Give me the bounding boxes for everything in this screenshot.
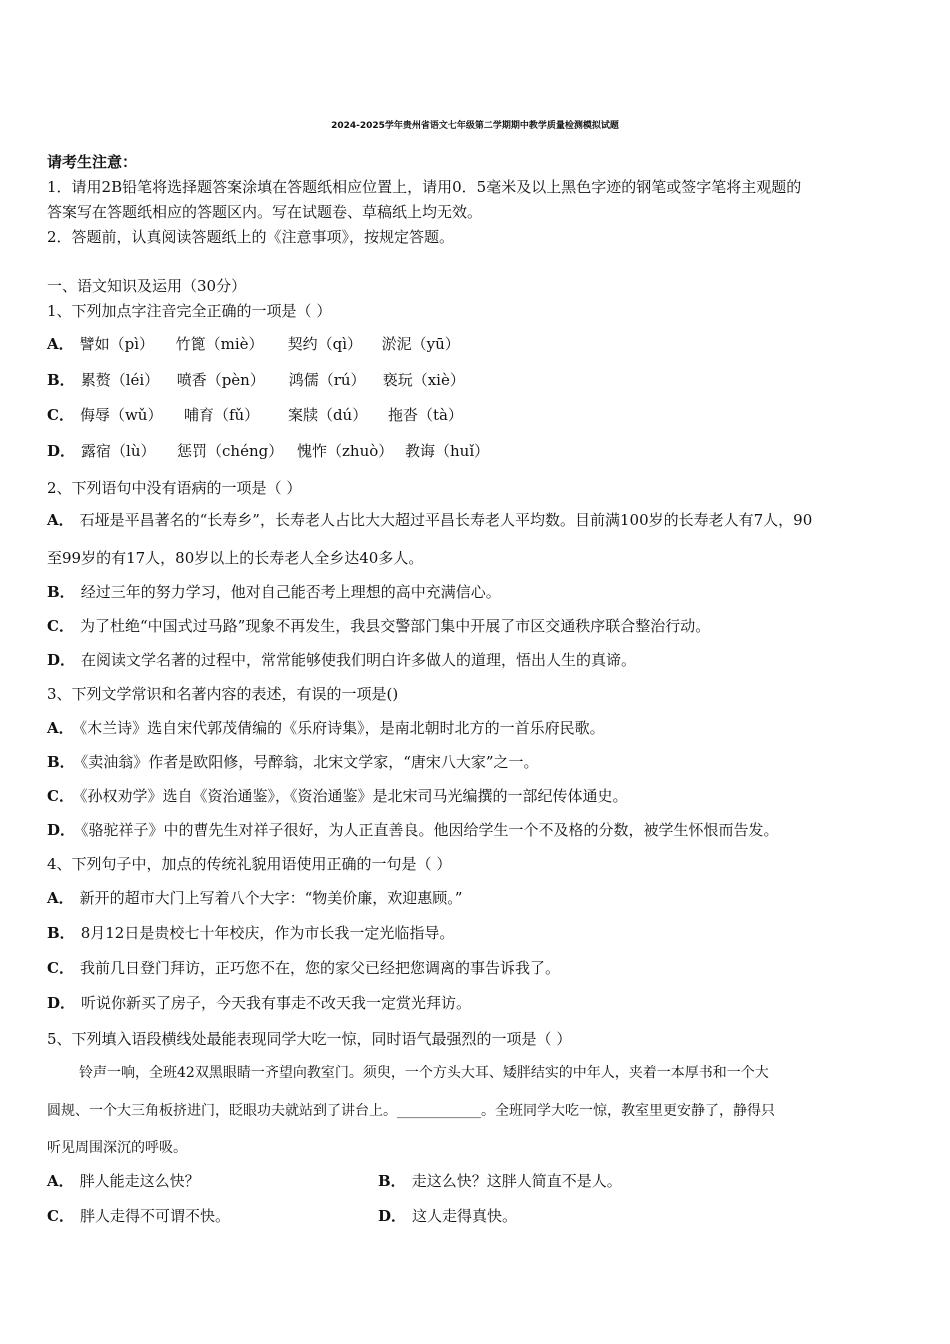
answer-option xyxy=(378,1171,622,1191)
option-item: 淤泥（yū） xyxy=(381,335,460,353)
answer-option: D． 在阅读文学名著的过程中，常常能够使我们明白许多做人的道理，悟出人生的真谛。 xyxy=(47,651,637,669)
option-text: 《孙权劝学》选自《资治通鉴》，《资治通鉴》是北宋司马光编撰的一部纪传体通史。 xyxy=(79,787,628,805)
notice-line: 2．答题前，认真阅读答题纸上的《注意事项》，按规定答题。 xyxy=(47,228,455,246)
answer-option: D． 听说你新买了房子，今天我有事走不改天我一定赏光拜访。 xyxy=(47,994,472,1012)
option-text: 8月12日是贵校七十年校庆，作为市长我一定光临指导。 xyxy=(80,924,455,942)
answer-option: C． 我前几日登门拜访，正巧您不在，您的家父已经把您调离的事告诉我了。 xyxy=(47,959,560,977)
answer-option xyxy=(47,1206,230,1226)
question-stem: 3、下列文学常识和名著内容的表述，有误的一项是() xyxy=(47,685,399,703)
answer-option: A． 新开的超市大门上写着八个大字：“物美价廉，欢迎惠顾。” xyxy=(47,889,463,907)
answer-option xyxy=(47,1171,200,1191)
option-item: 露宿（lù） xyxy=(81,442,156,460)
option-text: 《骆驼祥子》中的曹先生对祥子很好，为人正直善良。他因给学生一个不及格的分数，被学生怀恨而告发。 xyxy=(81,821,779,839)
option-label: B． xyxy=(47,371,75,389)
option-text: 石垭是平昌著名的“长寿乡”，长寿老人占比大大超过平昌长寿老人平均数。目前满100岁的长寿老人有7人，90 xyxy=(79,511,813,529)
question-stem: 4、下列句子中，加点的传统礼貌用语使用正确的一句是（ ） xyxy=(47,855,452,873)
option-label: D． xyxy=(378,1207,407,1225)
question-stem: 5、下列填入语段横线处最能表现同学大吃一惊，同时语气最强烈的一项是（ ） xyxy=(47,1030,572,1048)
passage-line: 圆规、一个大三角板挤进门，眨眼功夫就站到了讲台上。____________。全班同学大吃一惊，教室里更安静了，静得只 xyxy=(47,1103,775,1119)
section-heading: 一、语文知识及运用（30分） xyxy=(47,277,247,295)
option-item: 哺育（fǔ） xyxy=(183,406,260,424)
passage-line: 听见周围深沉的呼吸。 xyxy=(47,1140,187,1156)
answer-option: B． 《卖油翁》作者是欧阳修，号醉翁，北宋文学家，“唐宋八大家”之一。 xyxy=(47,753,539,771)
answer-option: D． 《骆驼祥子》中的曹先生对祥子很好，为人正直善良。他因给学生一个不及格的分数，被学生怀恨而告发。 xyxy=(47,821,779,839)
answer-option: B． 经过三年的努力学习，他对自己能否考上理想的高中充满信心。 xyxy=(47,583,501,601)
option-label: B． xyxy=(378,1172,406,1190)
option-item: 惩罚（chéng） xyxy=(177,442,284,460)
option-text: 胖人走得不可谓不快。 xyxy=(79,1207,230,1225)
answer-option: B． 8月12日是贵校七十年校庆，作为市长我一定光临指导。 xyxy=(47,924,455,942)
option-item: 譬如（pì） xyxy=(79,335,155,353)
option-text: 《卖油翁》作者是欧阳修，号醉翁，北宋文学家，“唐宋八大家”之一。 xyxy=(80,753,539,771)
page-title: 2024-2025学年贵州省语文七年级第二学期期中教学质量检测模拟试题 xyxy=(331,121,619,131)
option-item: 累赘（léi） xyxy=(80,371,160,389)
option-text: 在阅读文学名著的过程中，常常能够使我们明白许多做人的道理，悟出人生的真谛。 xyxy=(81,651,637,669)
option-item: 竹篦（miè） xyxy=(175,335,264,353)
option-item: 案牍（dú） xyxy=(287,406,368,424)
option-text: 这人走得真快。 xyxy=(412,1207,518,1225)
option-row xyxy=(47,441,489,461)
option-text: 胖人能走这么快？ xyxy=(79,1172,200,1190)
option-text: 我前几日登门拜访，正巧您不在，您的家父已经把您调离的事告诉我了。 xyxy=(79,959,560,977)
option-item: 契约（qì） xyxy=(287,335,363,353)
option-text: 听说你新买了房子，今天我有事走不改天我一定赏光拜访。 xyxy=(81,994,472,1012)
option-label: C． xyxy=(47,406,74,424)
passage-line: 铃声一响，全班42双黑眼睛一齐望向教室门。须臾，一个方头大耳、矮胖结实的中年人，夹着一本厚书和一个大 xyxy=(79,1065,769,1081)
option-item: 喷香（pèn） xyxy=(176,371,265,389)
option-label: D． xyxy=(47,442,76,460)
option-item: 拖沓（tà） xyxy=(387,406,463,424)
question-stem: 1、下列加点字注音完全正确的一项是（ ） xyxy=(47,302,332,320)
answer-option: C． 《孙权劝学》选自《资治通鉴》，《资治通鉴》是北宋司马光编撰的一部纪传体通史。 xyxy=(47,787,628,805)
option-row xyxy=(47,405,463,425)
option-item: 教诲（huǐ） xyxy=(405,442,490,460)
answer-option xyxy=(378,1206,517,1226)
option-text: 新开的超市大门上写着八个大字：“物美价廉，欢迎惠顾。” xyxy=(79,889,463,907)
question-stem: 2、下列语句中没有语病的一项是（ ） xyxy=(47,479,302,497)
option-item: 亵玩（xiè） xyxy=(382,371,465,389)
option-text-continued: 至99岁的有17人，80岁以上的长寿老人全乡达40多人。 xyxy=(47,549,424,567)
notice-line: 答案写在答题纸相应的答题区内。写在试题卷、草稿纸上均无效。 xyxy=(47,203,483,221)
option-label: C． xyxy=(47,1207,74,1225)
option-label: A． xyxy=(47,1172,74,1190)
answer-option: A． 《木兰诗》选自宋代郭茂倩编的《乐府诗集》，是南北朝时北方的一首乐府民歌。 xyxy=(47,719,605,737)
option-text: 为了杜绝“中国式过马路”现象不再发生，我县交警部门集中开展了市区交通秩序联合整治行动。 xyxy=(79,617,711,635)
option-item: 鸿儒（rú） xyxy=(288,371,366,389)
option-row xyxy=(47,334,460,354)
option-text: 经过三年的努力学习，他对自己能否考上理想的高中充满信心。 xyxy=(80,583,501,601)
notice-heading: 请考生注意： xyxy=(47,153,138,171)
option-text: 走这么快？这胖人简直不是人。 xyxy=(411,1172,622,1190)
notice-line: 1．请用2B铅笔将选择题答案涂填在答题纸相应位置上，请用0．5毫米及以上黑色字迹的钢笔或签字笔将主观题的 xyxy=(47,178,802,196)
option-row xyxy=(47,370,465,390)
option-item: 侮辱（wǔ） xyxy=(79,406,163,424)
option-item: 愧怍（zhuò） xyxy=(297,442,394,460)
option-text: 《木兰诗》选自宋代郭茂倩编的《乐府诗集》，是南北朝时北方的一首乐府民歌。 xyxy=(79,719,605,737)
answer-option: C． 为了杜绝“中国式过马路”现象不再发生，我县交警部门集中开展了市区交通秩序联合整治行动。 xyxy=(47,617,711,635)
answer-option: A． 石垭是平昌著名的“长寿乡”，长寿老人占比大大超过平昌长寿老人平均数。目前满100岁的长寿老人有7人，90 xyxy=(47,511,813,529)
option-label: A． xyxy=(47,335,74,353)
